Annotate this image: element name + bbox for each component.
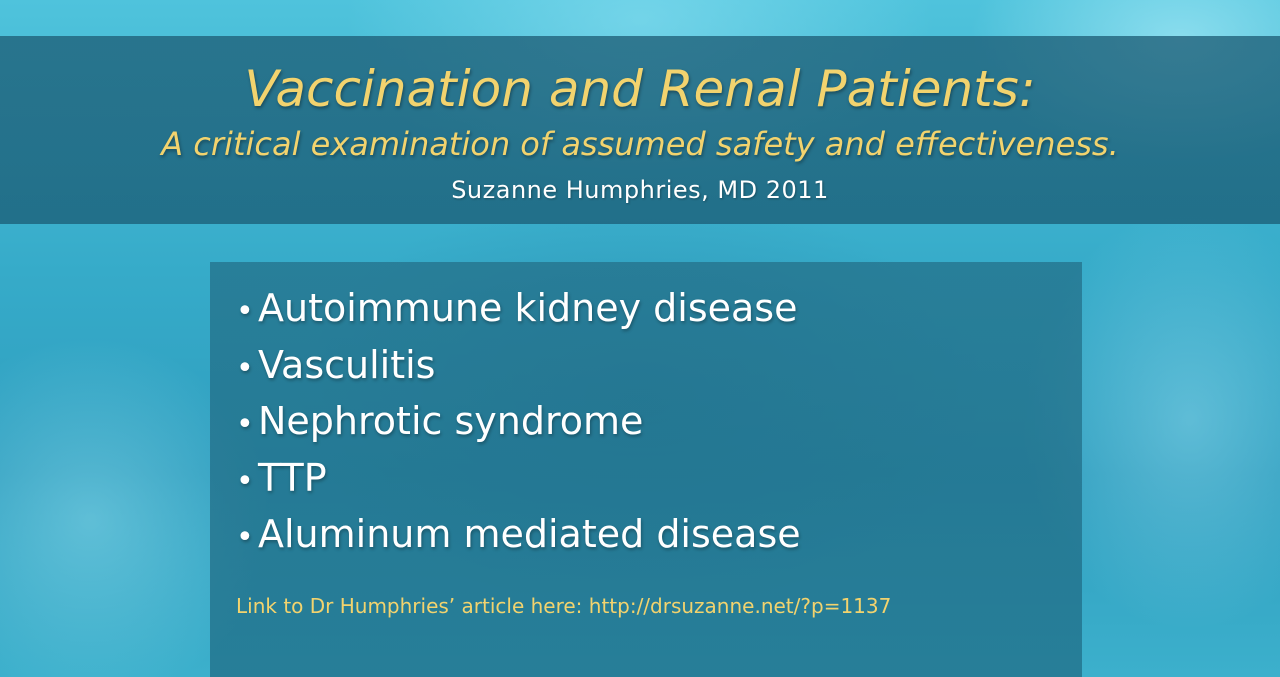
bullet-dot-icon: • [236, 350, 254, 386]
title-band [0, 36, 1280, 224]
bullet-text: Nephrotic syndrome [258, 399, 644, 443]
bullet-dot-icon: • [236, 463, 254, 499]
bullet-item [236, 508, 801, 565]
slide-subtitle: A critical examination of assumed safety and effectiveness. [161, 125, 1119, 163]
bullet-dot-icon: • [236, 520, 254, 555]
bullet-item [236, 452, 801, 509]
bullet-item [236, 339, 801, 396]
slide-title: Vaccination and Renal Patients: [244, 60, 1036, 118]
slide-author: Suzanne Humphries, MD 2011 [451, 176, 829, 204]
content-panel [210, 262, 1082, 677]
bullet-text: Autoimmune kidney disease [258, 286, 798, 330]
bullet-text: Aluminum mediated disease [258, 512, 801, 556]
bullet-dot-icon: • [236, 294, 254, 329]
bullet-item [236, 282, 801, 339]
bullet-list [236, 282, 801, 565]
bullet-text: Vasculitis [258, 342, 436, 387]
bullet-text: TTP [258, 455, 327, 500]
bullet-item [236, 395, 801, 452]
article-link-note: Link to Dr Humphries’ article here: http://drsuzanne.net/?p=1137 [236, 594, 892, 618]
bullet-dot-icon: • [236, 407, 254, 442]
